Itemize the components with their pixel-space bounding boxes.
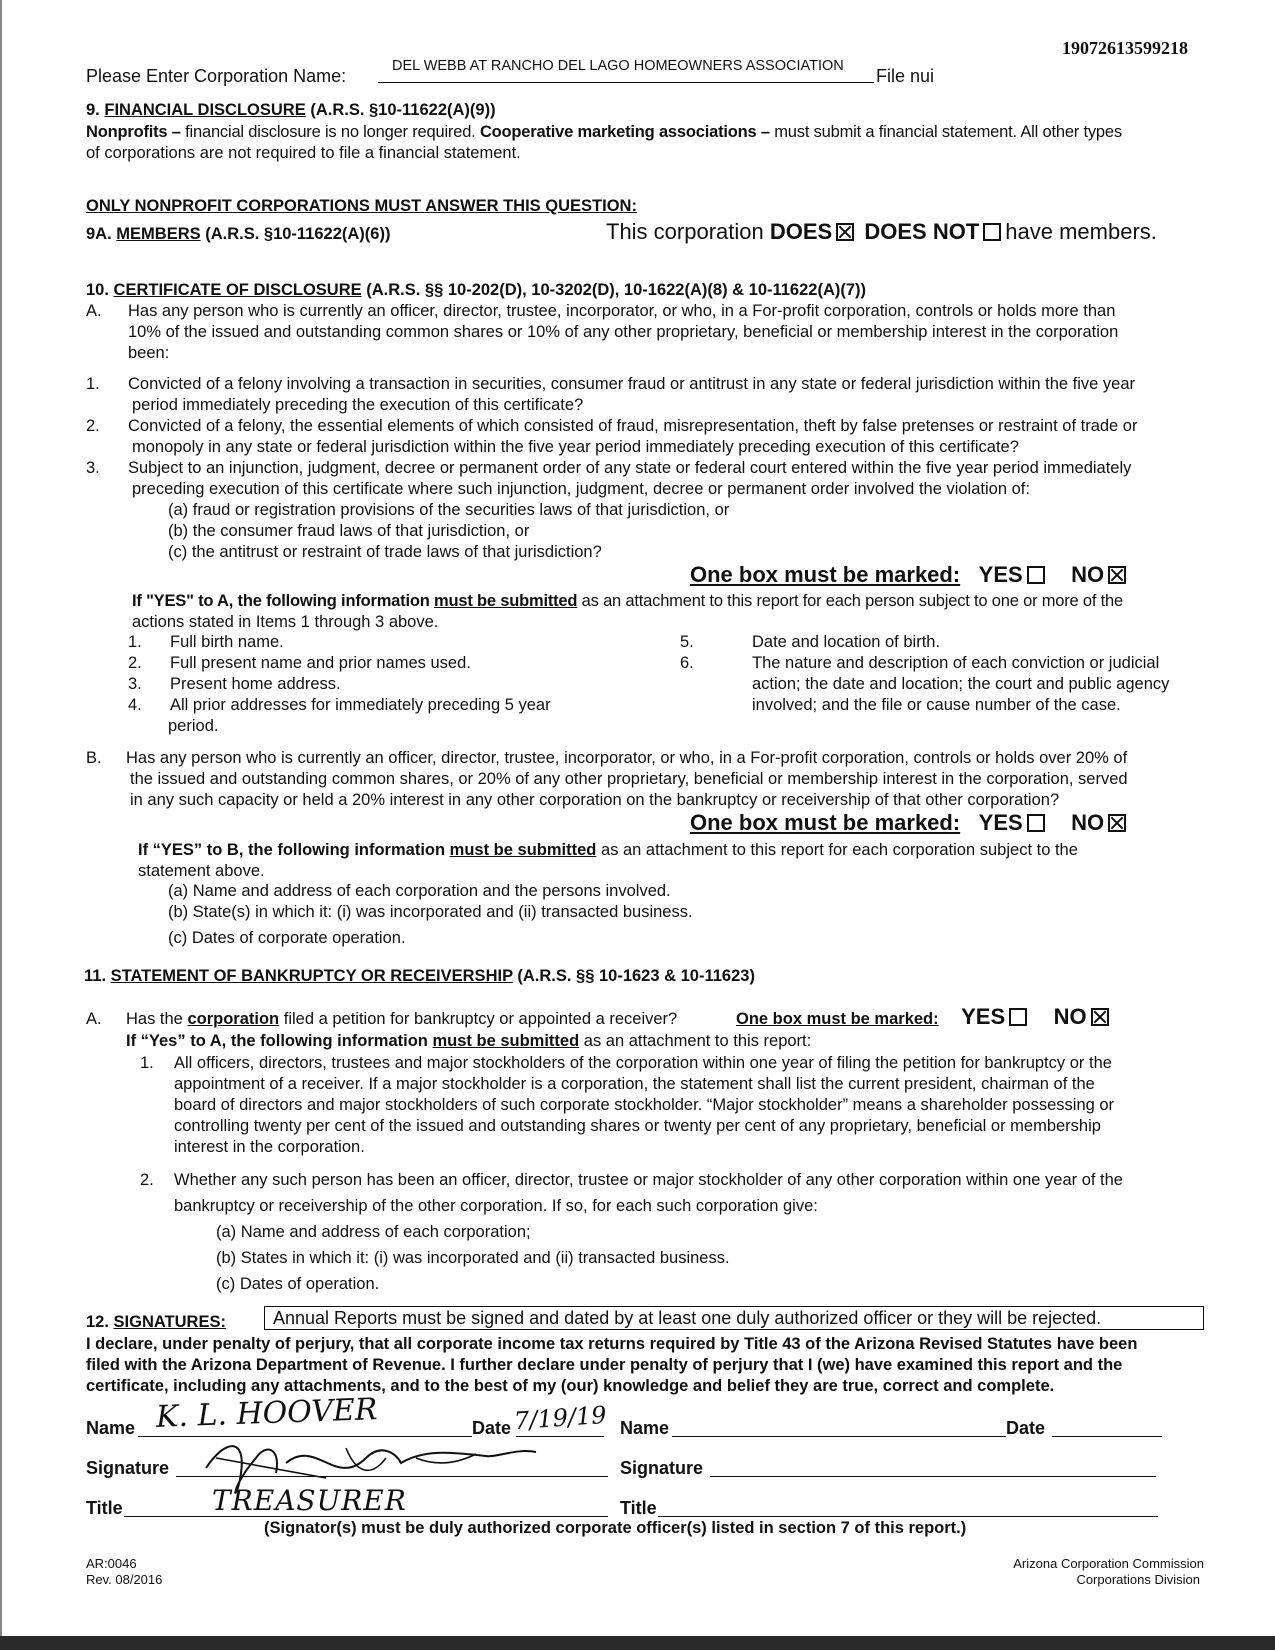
- item-1-line-1: Convicted of a felony involving a transaction in securities, consumer fraud or antitrust in any state or federal jurisdiction within the five year: [128, 375, 1135, 393]
- list-4-text: All prior addresses for immediately preceding 5 year: [170, 696, 551, 714]
- section-12-heading: [86, 1312, 226, 1333]
- scan-edge: [0, 0, 2, 1636]
- section-12-title: SIGNATURES:: [113, 1313, 226, 1331]
- section-10a-must-mark: [690, 562, 1130, 588]
- signator-note: (Signator(s) must be duly authorized corporate officer(s) listed in section 7 of this report.): [264, 1519, 967, 1537]
- title-label-2: Title: [620, 1498, 657, 1518]
- section-9a-title: MEMBERS: [116, 225, 201, 243]
- corporation-text: corporation: [187, 1010, 280, 1028]
- yes-label: YES: [978, 810, 1023, 835]
- if-yes-a-rest: as an attachment to this report for each person subject to one or more of the: [581, 592, 1124, 610]
- must-be-submitted-text: must be submitted: [434, 592, 578, 610]
- s11-item-1-number: 1.: [140, 1054, 154, 1072]
- must-mark-label: One box must be marked:: [736, 1010, 939, 1028]
- section-12-number: 12.: [86, 1313, 109, 1331]
- section-11a-question: [126, 1009, 677, 1030]
- if-yes-b-label: If “YES” to B, the following information: [138, 841, 446, 859]
- yes-label: YES: [961, 1004, 1006, 1029]
- form-revision: Rev. 08/2016: [86, 1572, 163, 1587]
- signature-notice-box: Annual Reports must be signed and dated by at least one duly authorized officer or they will be rejected.: [264, 1306, 1204, 1330]
- section-11-if-yes: [126, 1031, 811, 1052]
- s11-item-2-sub-c: (c) Dates of operation.: [216, 1275, 380, 1293]
- declaration-line-3: certificate, including any attachments, and to the best of my (our) knowledge and belief they are true, correct and complete.: [86, 1377, 1055, 1395]
- section-10-number: 10.: [86, 281, 109, 299]
- list-6-continued-2: involved; and the file or cause number of the case.: [752, 696, 1121, 714]
- no-checkbox-checked[interactable]: [1091, 1008, 1109, 1026]
- section-9a-number: 9A.: [86, 225, 112, 243]
- nonprofits-text: financial disclosure is no longer required.: [185, 123, 476, 141]
- section-10-title: CERTIFICATE OF DISCLOSURE: [113, 281, 362, 299]
- nonprofits-label: Nonprofits –: [86, 123, 181, 141]
- section-9-line-1: [86, 122, 1122, 143]
- s11-item-2-sub-a: (a) Name and address of each corporation;: [216, 1223, 531, 1241]
- this-corporation-text: This corporation: [606, 219, 764, 244]
- section-11-heading: [84, 966, 755, 987]
- does-checkbox-checked[interactable]: [836, 223, 854, 241]
- item-3-sub-a: (a) fraud or registration provisions of the securities laws of that jurisdiction, or: [168, 501, 730, 519]
- section-10a-line-1: Has any person who is currently an officer, director, trustee, incorporator, or who, in a For-profit corporation, controls or holds more than: [128, 302, 1116, 320]
- form-code: AR:0046: [86, 1556, 137, 1571]
- section-10a-letter: A.: [86, 302, 102, 320]
- list-5-number: 5.: [680, 633, 694, 651]
- section-10-statute: (A.R.S. §§ 10-202(D), 10-3202(D), 10-1622(A)(8) & 10-11622(A)(7)): [366, 281, 867, 299]
- yes-checkbox[interactable]: [1027, 814, 1045, 832]
- s11-item-2-line-2: bankruptcy or receivership of the other corporation. If so, for each such corporation give:: [174, 1197, 818, 1215]
- does-not-label: DOES NOT: [864, 219, 980, 244]
- s11-item-1-line-1: All officers, directors, trustees and major stockholders of the corporation within one year of filing the petition for bankruptcy or the: [174, 1054, 1112, 1072]
- name-label-2: Name: [620, 1418, 670, 1438]
- if-yes-label: If “Yes” to A, the following information: [126, 1032, 428, 1050]
- section-10a-line-2: 10% of the issued and outstanding common shares or 10% of any other proprietary, beneficial or membership interest in the corporation: [128, 323, 1119, 341]
- name-handwritten[interactable]: K. L. HOOVER: [155, 1392, 379, 1435]
- section-9-line-2: of corporations are not required to file a financial statement.: [86, 144, 521, 162]
- section-11-title: STATEMENT OF BANKRUPTCY OR RECEIVERSHIP: [110, 967, 513, 985]
- title-handwritten[interactable]: TREASURER: [212, 1484, 407, 1517]
- item-2-number: 2.: [86, 417, 100, 435]
- list-2-number: 2.: [128, 654, 142, 672]
- if-yes-a-label: If "YES" to A, the following information: [132, 592, 430, 610]
- signature-label-2: Signature: [620, 1458, 704, 1478]
- corp-name-value[interactable]: DEL WEBB AT RANCHO DEL LAGO HOMEOWNERS ASSOCIATION: [392, 58, 844, 74]
- section-11-statute: (A.R.S. §§ 10-1623 & 10-11623): [517, 967, 755, 985]
- list-1-text: Full birth name.: [170, 633, 284, 651]
- if-yes-a-line-1: [132, 591, 1123, 612]
- have-members-text: have members.: [1005, 219, 1157, 244]
- members-question: [606, 219, 1157, 245]
- s11-item-1-line-3: board of directors and major stockholders of such corporate stockholder. “Major stockholder” means a shareholder possessing or: [174, 1096, 1115, 1114]
- section-9-heading: [86, 100, 496, 121]
- section-9a-heading: [86, 224, 390, 245]
- section-11-number: 11.: [84, 967, 107, 985]
- division-name: Corporations Division: [1076, 1572, 1200, 1587]
- list-5-text: Date and location of birth.: [752, 633, 941, 651]
- item-1-number: 1.: [86, 375, 100, 393]
- item-3-line-2: preceding execution of this certificate where such injunction, judgment, decree or permanent order involved the violation of:: [132, 480, 1030, 498]
- does-not-checkbox[interactable]: [983, 223, 1001, 241]
- no-label: NO: [1053, 1004, 1087, 1029]
- date-line-2[interactable]: [1052, 1414, 1162, 1437]
- must-mark-label: One box must be marked:: [690, 810, 961, 835]
- b-sub-c: (c) Dates of corporate operation.: [168, 929, 406, 947]
- section-10b-must-mark: [690, 810, 1130, 836]
- list-2-text: Full present name and prior names used.: [170, 654, 471, 672]
- if-yes-b-rest: as an attachment to this report for each corporation subject to the: [600, 841, 1078, 859]
- section-10b-letter: B.: [86, 749, 102, 767]
- item-1-line-2: period immediately preceding the execution of this certificate?: [132, 396, 584, 414]
- s11-item-2-number: 2.: [140, 1171, 154, 1189]
- b-sub-a: (a) Name and address of each corporation and the persons involved.: [168, 882, 671, 900]
- yes-checkbox[interactable]: [1027, 566, 1045, 584]
- section-10a-line-3: been:: [128, 344, 170, 362]
- date-label-2: Date: [1006, 1418, 1046, 1438]
- list-6-number: 6.: [680, 654, 694, 672]
- item-2-line-2: monopoly in any state or federal jurisdiction within the five year period immediately preceding execution of this certificate?: [132, 438, 1019, 456]
- no-label: NO: [1071, 810, 1105, 835]
- yes-label: YES: [978, 562, 1023, 587]
- signature-line-2[interactable]: [710, 1454, 1156, 1477]
- no-label: NO: [1071, 562, 1105, 587]
- item-3-sub-c: (c) the antitrust or restraint of trade laws of that jurisdiction?: [168, 543, 602, 561]
- s11-item-2-line-1: Whether any such person has been an officer, director, trustee or major stockholder of any other corporation within one year of the: [174, 1171, 1123, 1189]
- must-mark-label: One box must be marked:: [690, 562, 961, 587]
- s11-item-1-line-5: interest in the corporation.: [174, 1138, 365, 1156]
- agency-name: Arizona Corporation Commission: [1013, 1556, 1204, 1571]
- title-label-1: Title: [86, 1498, 123, 1518]
- must-be-submitted-text: must be submitted: [432, 1032, 580, 1050]
- section-11a-letter: A.: [86, 1010, 102, 1028]
- scan-bottom-edge: [0, 1636, 1275, 1650]
- section-11a-must-mark: [736, 1004, 1113, 1030]
- if-yes-b-line-2: statement above.: [138, 862, 265, 880]
- date-handwritten[interactable]: 7/19/19: [513, 1400, 608, 1436]
- if-yes-rest: as an attachment to this report:: [583, 1032, 812, 1050]
- if-yes-a-line-2: actions stated in Items 1 through 3 above.: [132, 613, 439, 631]
- section-9-title: FINANCIAL DISCLOSURE: [104, 101, 306, 119]
- list-6-continued-1: action; the date and location; the court and public agency: [752, 675, 1170, 693]
- bankruptcy-question-text: filed a petition for bankruptcy or appointed a receiver?: [283, 1010, 678, 1028]
- section-9a-statute: (A.R.S. §10-11622(A)(6)): [205, 225, 391, 243]
- b-sub-b: (b) State(s) in which it: (i) was incorporated and (ii) transacted business.: [168, 903, 693, 921]
- date-label-1: Date: [472, 1418, 512, 1438]
- s11-item-1-line-2: appointment of a receiver. If a major stockholder is a corporation, the statement shall list the current president, chairman of the: [174, 1075, 1095, 1093]
- coop-label: Cooperative marketing associations –: [479, 123, 770, 141]
- s11-item-1-line-4: controlling twenty per cent of the issued and outstanding shares or twenty per cent of any proprietary, beneficial or membership: [174, 1117, 1101, 1135]
- name-label-1: Name: [86, 1418, 136, 1438]
- does-label: DOES: [769, 219, 833, 244]
- title-line-2[interactable]: [658, 1494, 1158, 1517]
- section-10b-line-3: in any such capacity or held a 20% interest in any other corporation on the bankruptcy or receivership of that other corporation?: [130, 791, 1060, 809]
- list-3-number: 3.: [128, 675, 142, 693]
- signature-label-1: Signature: [86, 1458, 170, 1478]
- no-checkbox-checked[interactable]: [1108, 566, 1126, 584]
- has-the-text: Has the: [126, 1010, 183, 1028]
- yes-checkbox[interactable]: [1009, 1008, 1027, 1026]
- declaration-line-2: filed with the Arizona Department of Revenue. I further declare under penalty of perjury that I (we) have examined this report and the: [86, 1356, 1123, 1374]
- no-checkbox-checked[interactable]: [1108, 814, 1126, 832]
- list-4-continued: period.: [168, 717, 219, 735]
- must-be-submitted-text: must be submitted: [449, 841, 597, 859]
- list-6-text: The nature and description of each conviction or judicial: [752, 654, 1160, 672]
- section-10b-line-1: Has any person who is currently an officer, director, trustee, incorporator, or who, in a For-profit corporation, controls or holds over 20% of: [126, 749, 1128, 767]
- list-1-number: 1.: [128, 633, 142, 651]
- name-line-2[interactable]: [672, 1414, 1006, 1437]
- section-9-statute: (A.R.S. §10-11622(A)(9)): [310, 101, 496, 119]
- section-9-number: 9.: [86, 101, 100, 119]
- if-yes-b-line-1: [138, 840, 1078, 861]
- item-2-line-1: Convicted of a felony, the essential elements of which consisted of fraud, misrepresentation, theft by false pretenses or restraint of trade or: [128, 417, 1138, 435]
- only-nonprofit-heading: ONLY NONPROFIT CORPORATIONS MUST ANSWER THIS QUESTION:: [86, 197, 637, 215]
- declaration-line-1: I declare, under penalty of perjury, that all corporate income tax returns required by Title 43 of the Arizona Revised Statutes have been: [86, 1335, 1138, 1353]
- list-3-text: Present home address.: [170, 675, 341, 693]
- item-3-number: 3.: [86, 459, 100, 477]
- file-number-label: File nui: [876, 66, 935, 86]
- item-3-line-1: Subject to an injunction, judgment, decree or permanent order of any state or federal court entered within the five year period immediately: [128, 459, 1132, 477]
- item-3-sub-b: (b) the consumer fraud laws of that jurisdiction, or: [168, 522, 530, 540]
- s11-item-2-sub-b: (b) States in which it: (i) was incorporated and (ii) transacted business.: [216, 1249, 730, 1267]
- section-10-heading: [86, 280, 866, 301]
- coop-text: must submit a financial statement. All other types: [774, 123, 1122, 141]
- list-4-number: 4.: [128, 696, 142, 714]
- section-10b-line-2: the issued and outstanding common shares, or 20% of any other proprietary, beneficial or membership interest in the corporation, served: [130, 770, 1128, 788]
- corp-name-label: Please Enter Corporation Name:: [86, 66, 347, 86]
- document-number: 19072613599218: [1062, 38, 1188, 58]
